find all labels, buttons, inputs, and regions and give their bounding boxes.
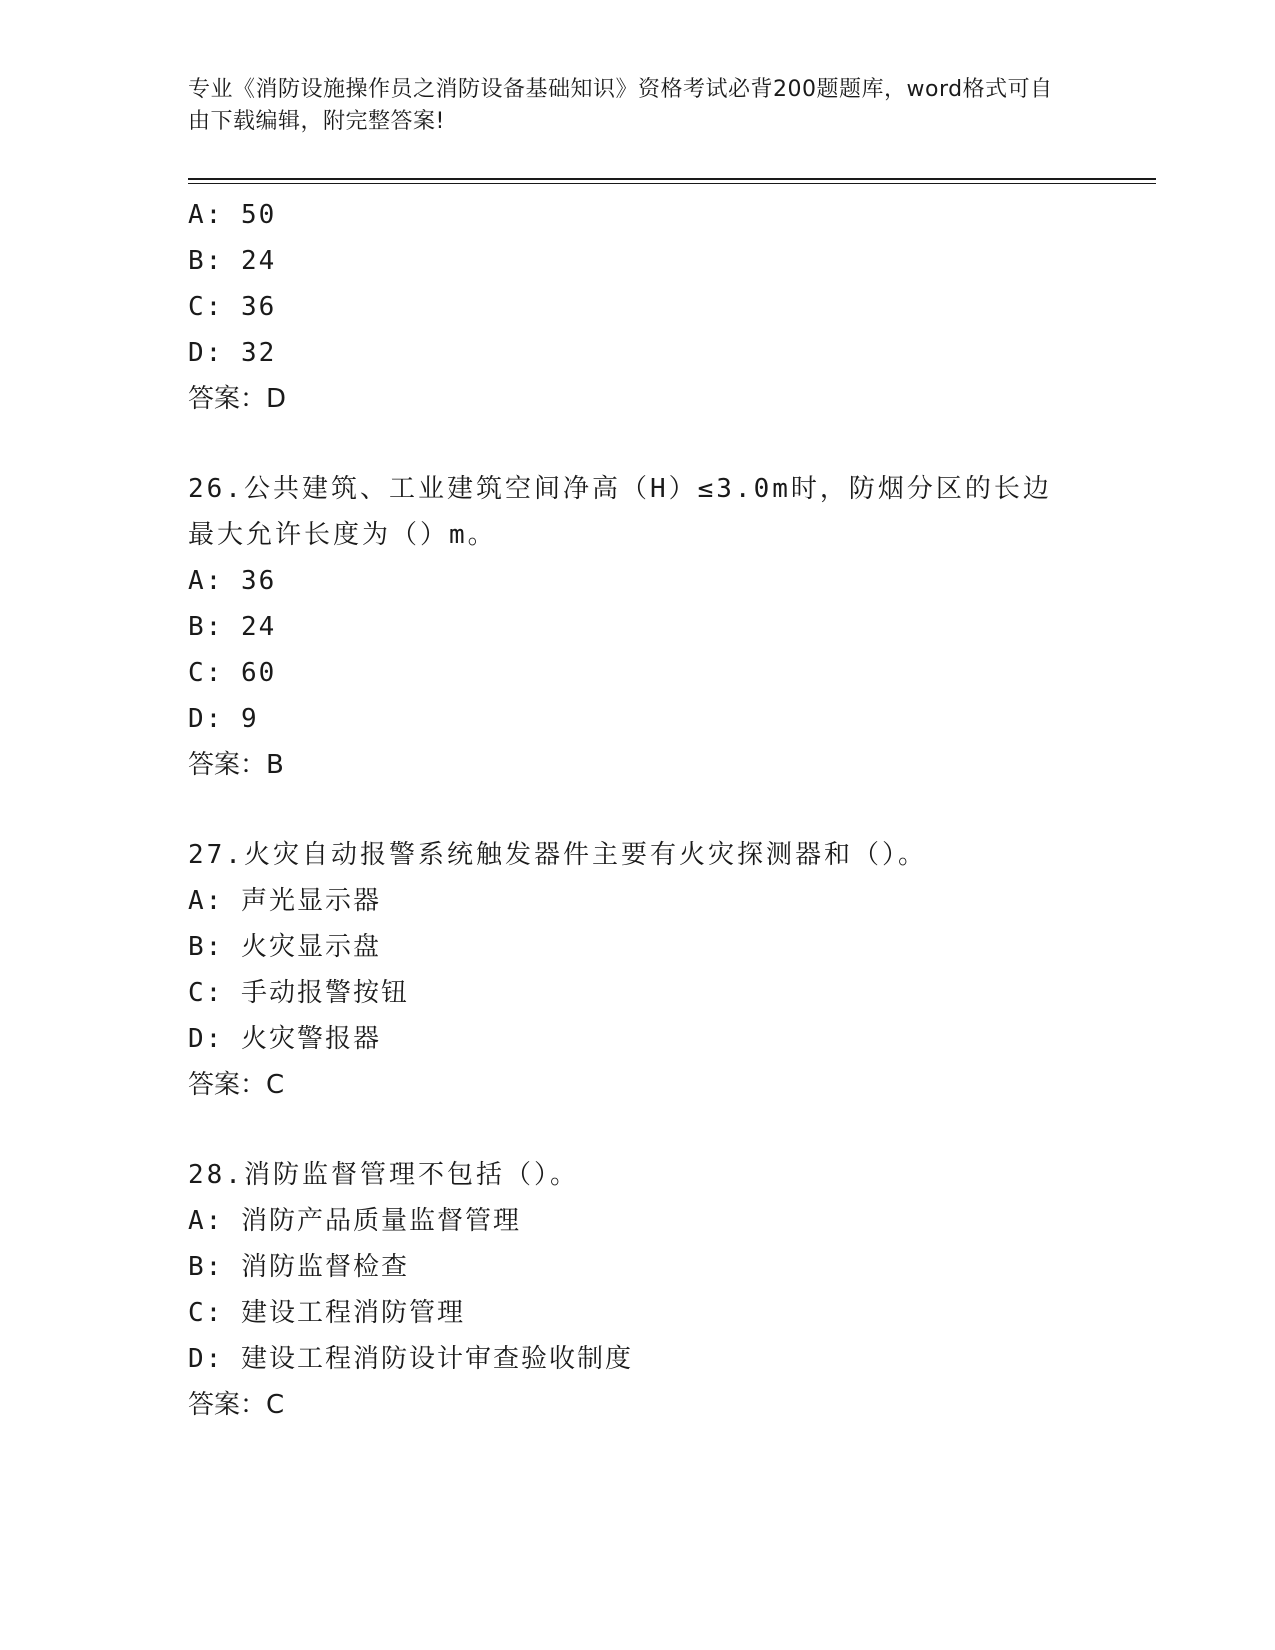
question-stem: 27.火灾自动报警系统触发器件主要有火灾探测器和（）。 bbox=[188, 840, 927, 870]
option-d: D: 火灾警报器 bbox=[188, 1024, 381, 1054]
question-stem: 28.消防监督管理不包括（）。 bbox=[188, 1160, 579, 1190]
option-d: D: 建设工程消防设计审查验收制度 bbox=[188, 1344, 633, 1374]
answer-line: 答案：C bbox=[188, 1070, 285, 1100]
answer-line: 答案：D bbox=[188, 384, 287, 414]
option-c: C: 36 bbox=[188, 292, 277, 322]
option-d: D: 9 bbox=[188, 704, 259, 734]
option-b: B: 火灾显示盘 bbox=[188, 932, 381, 962]
option-a: A: 50 bbox=[188, 200, 277, 230]
option-a: A: 36 bbox=[188, 566, 277, 596]
option-b: B: 24 bbox=[188, 246, 277, 276]
header-divider-thick bbox=[188, 178, 1156, 180]
option-d: D: 32 bbox=[188, 338, 277, 368]
question-27 bbox=[188, 832, 1088, 1108]
option-c: C: 手动报警按钮 bbox=[188, 978, 409, 1008]
option-c: C: 建设工程消防管理 bbox=[188, 1298, 465, 1328]
option-a: A: 声光显示器 bbox=[188, 886, 381, 916]
answer-line: 答案：C bbox=[188, 1390, 285, 1420]
question-28 bbox=[188, 1152, 1088, 1428]
question-26 bbox=[188, 466, 1088, 788]
question-list bbox=[188, 192, 1088, 1428]
answer-line: 答案：B bbox=[188, 750, 284, 780]
option-c: C: 60 bbox=[188, 658, 277, 688]
option-b: B: 24 bbox=[188, 612, 277, 642]
option-a: A: 消防产品质量监督管理 bbox=[188, 1206, 521, 1236]
question-stem: 26.公共建筑、工业建筑空间净高（H）≤3.0m时，防烟分区的长边最大允许长度为（）m。 bbox=[188, 474, 1052, 550]
header-divider-thin bbox=[188, 183, 1156, 184]
option-b: B: 消防监督检查 bbox=[188, 1252, 409, 1282]
document-header: 专业《消防设施操作员之消防设备基础知识》资格考试必背200题题库，word格式可自由下载编辑，附完整答案! bbox=[188, 77, 1053, 134]
question-25-continued bbox=[188, 192, 1088, 422]
